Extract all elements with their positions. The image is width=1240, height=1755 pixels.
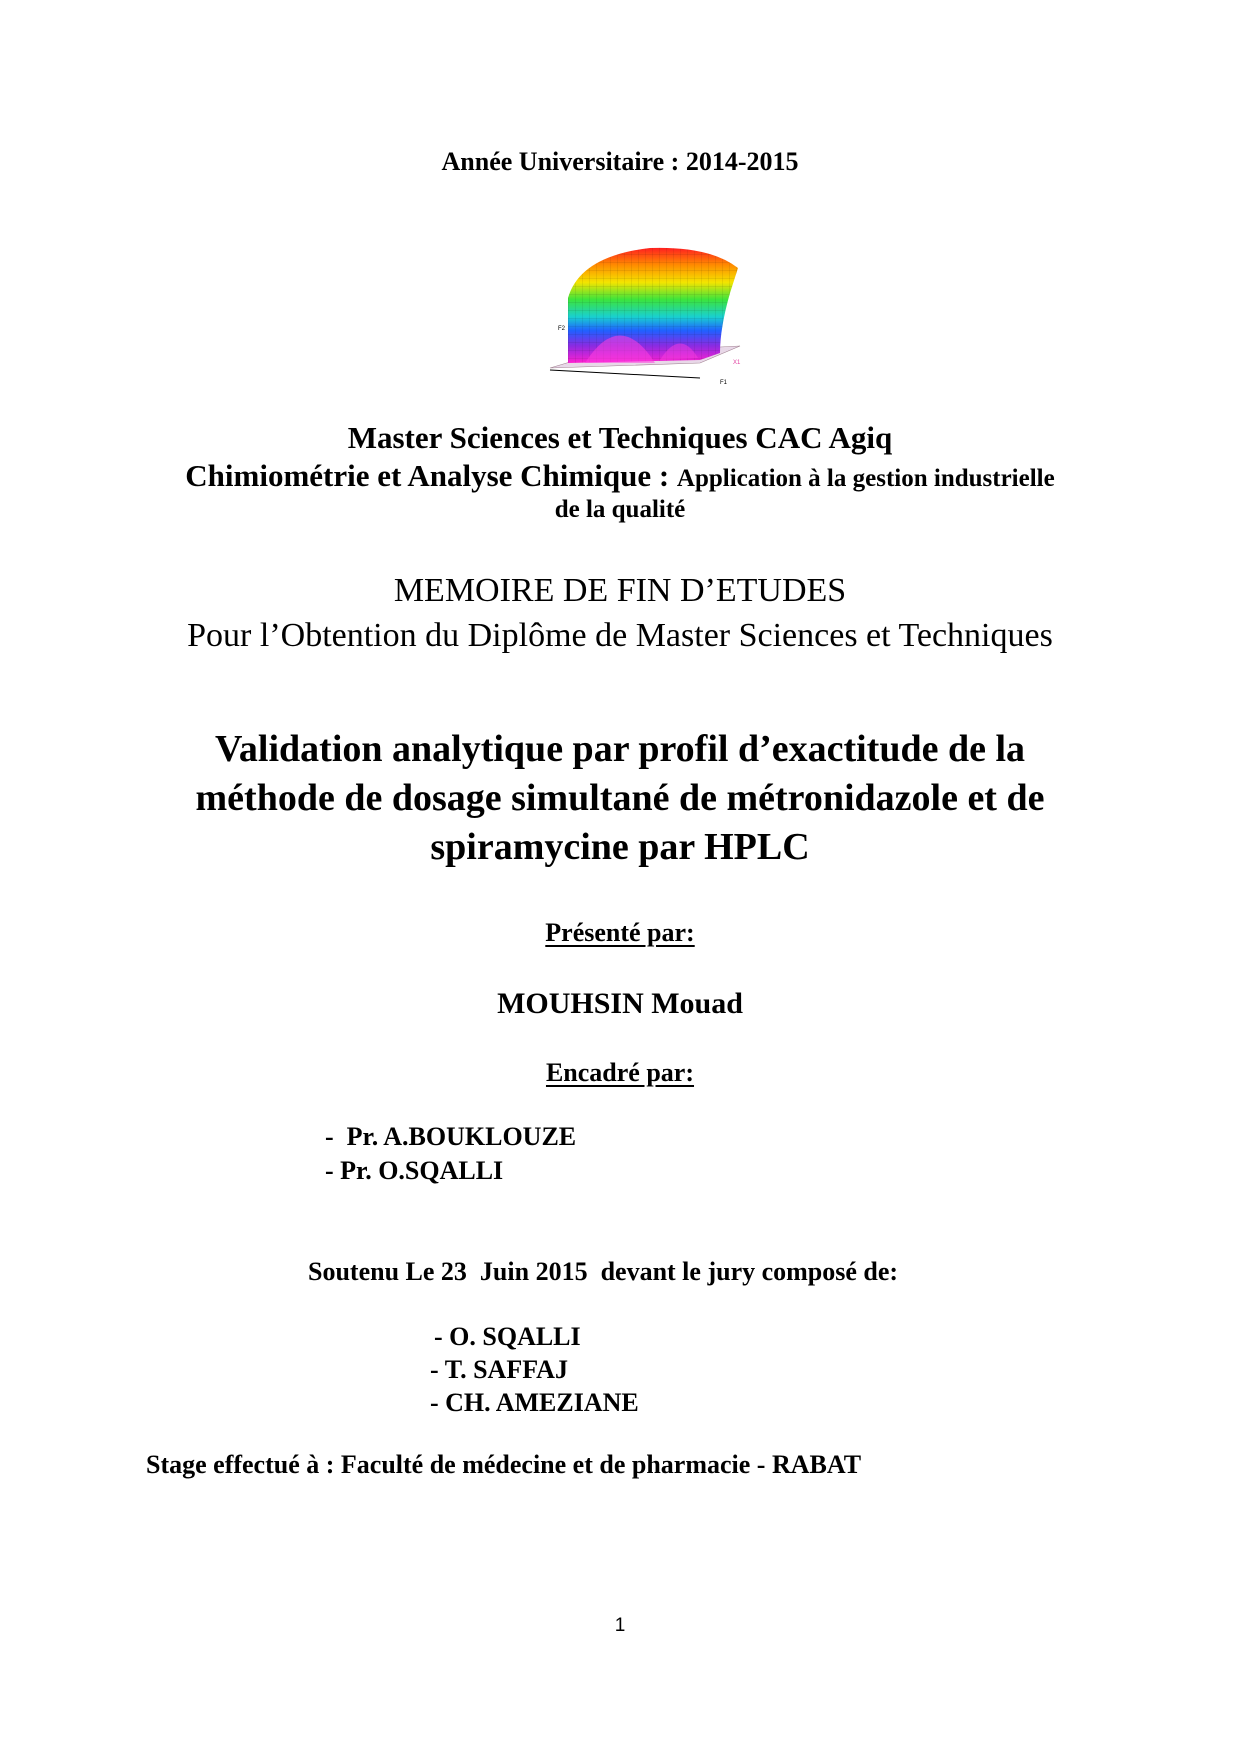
thesis-title-line-1: Validation analytique par profil d’exactitude de la [214, 728, 1026, 770]
svg-text:X1: X1 [733, 360, 741, 366]
defense-statement: Soutenu Le 23 Juin 2015 devant le jury composé de: [308, 1257, 899, 1286]
svg-text:F2: F2 [558, 326, 566, 332]
jury-member: - O. SQALLI [434, 1322, 581, 1351]
supervised-by-heading [0, 1058, 1240, 1088]
program-specialty [0, 458, 1240, 494]
memoire-heading: MEMOIRE DE FIN D’ETUDES [393, 572, 847, 609]
internship-location: Stage effectué à : Faculté de médecine et de pharmacie - RABAT [146, 1450, 862, 1479]
presented-by-heading [0, 918, 1240, 948]
program-specialty-sub: Application à la gestion industrielle [676, 465, 1055, 492]
presented-by-label: Présenté par: [545, 918, 695, 947]
thesis-title-line-2: méthode de dosage simultané de métronidazole et de [195, 777, 1045, 819]
svg-text:F1: F1 [720, 380, 728, 386]
thesis-title-line-3: spiramycine par HPLC [430, 826, 810, 868]
surface-plot-image [540, 238, 748, 388]
response-surface-figure [540, 238, 748, 388]
jury-member: - CH. AMEZIANE [430, 1388, 639, 1417]
author-name: MOUHSIN Mouad [497, 987, 743, 1020]
jury-member: - T. SAFFAJ [430, 1355, 568, 1384]
program-specialty-cont: de la qualité [554, 496, 686, 523]
program-specialty-main: Chimiométrie et Analyse Chimique : [185, 458, 677, 493]
supervisor-item: - Pr. O.SQALLI [325, 1156, 504, 1185]
program-title: Master Sciences et Techniques CAC Agiq [347, 420, 893, 455]
supervised-by-label: Encadré par: [545, 1058, 695, 1087]
page-number: 1 [614, 1615, 626, 1636]
supervisor-item: - Pr. A.BOUKLOUZE [325, 1122, 577, 1151]
academic-year: Année Universitaire : 2014-2015 [441, 147, 799, 176]
memoire-subheading: Pour l’Obtention du Diplôme de Master Sciences et Techniques [187, 617, 1053, 654]
